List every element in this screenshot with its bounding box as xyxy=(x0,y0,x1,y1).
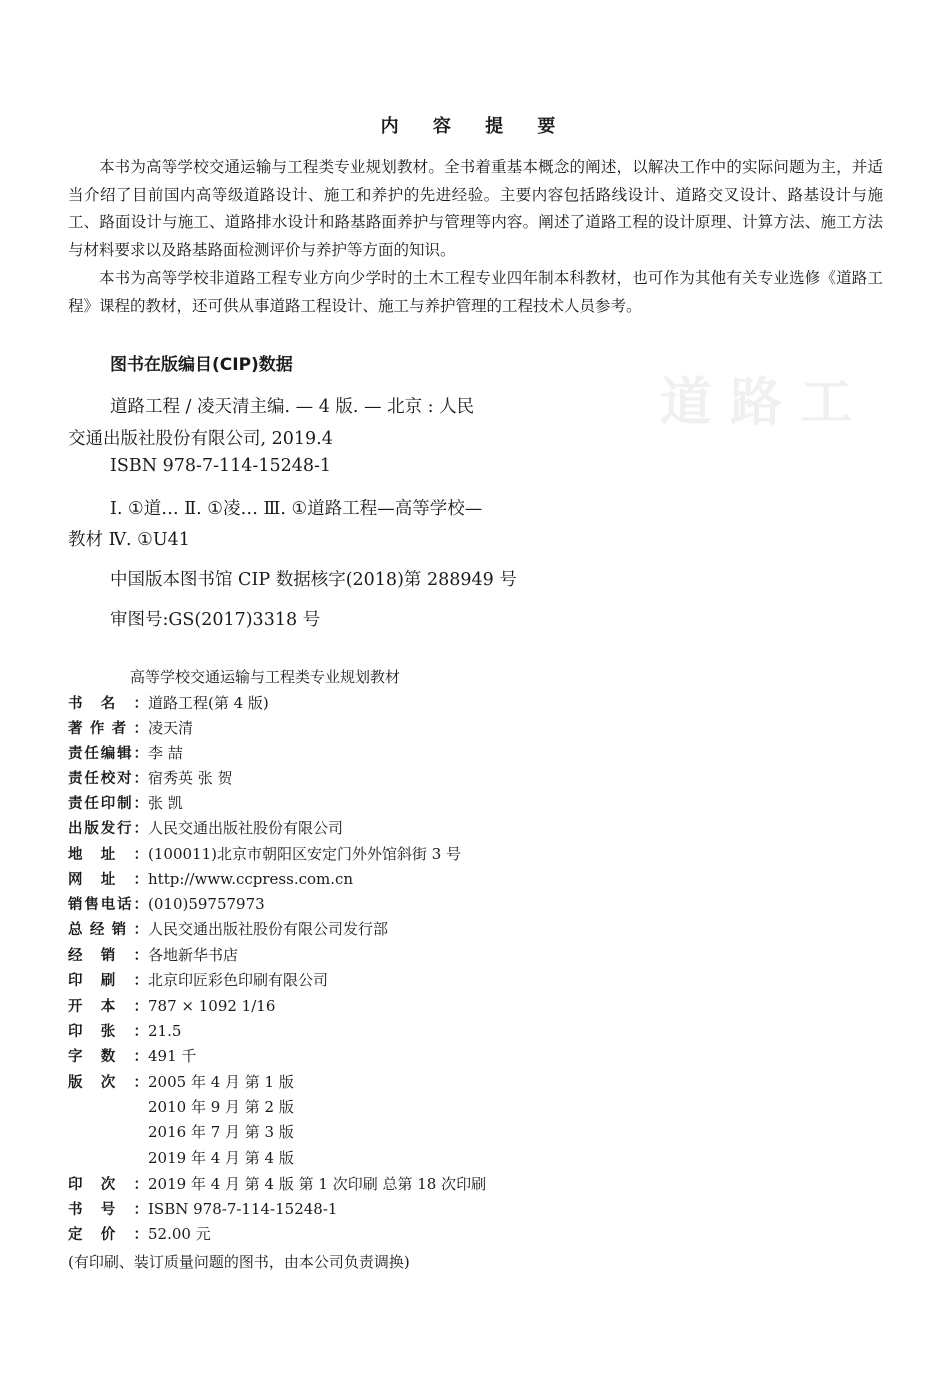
colophon-row: 销售电话：(010)59757973 xyxy=(68,895,265,913)
colophon-row: 2016 年 7 月 第 3 版 xyxy=(148,1123,294,1141)
bleed-through-title-mark: 道 路 工 xyxy=(660,372,853,433)
colophon-row: 印张：21.5 xyxy=(68,1022,182,1040)
cip-record-number: 中国版本图书馆 CIP 数据核字(2018)第 288949 号 xyxy=(110,570,517,590)
colophon-row: 印次：2019 年 4 月 第 4 版 第 1 次印刷 总第 18 次印刷 xyxy=(68,1175,487,1193)
abstract-title: 内 容 提 要 xyxy=(380,116,570,137)
colophon-row: 地址：(100011)北京市朝阳区安定门外外馆斜街 3 号 xyxy=(68,845,462,863)
quality-note: (有印刷、装订质量问题的图书，由本公司负责调换) xyxy=(68,1253,410,1271)
colophon-row: 总经销：人民交通出版社股份有限公司发行部 xyxy=(68,920,389,938)
abstract-paragraph-1: 本书为高等学校交通运输与工程类专业规划教材。全书着重基本概念的阐述，以解决工作中的实际问题为主，并适当介绍了目前国内高等级道路设计、施工和养护的先进经验。主要内容包括路线设计、道路交叉设计、路基设计与施工、路面设计与施工、道路排水设计和路基路面养护与管理等内容。阐述了道路工程的设计原理、计算方法、施工方法与材料要求以及路基路面检测评价与养护等方面的知识。 xyxy=(68,158,883,259)
colophon-row: 出版发行：人民交通出版社股份有限公司 xyxy=(68,819,344,837)
cip-classification-2: 教材 Ⅳ. ①U41 xyxy=(68,530,190,550)
colophon-row: 责任校对：宿秀英 张 贺 xyxy=(68,769,233,787)
cip-isbn: ISBN 978-7-114-15248-1 xyxy=(110,456,332,476)
cip-line-1: 道路工程 / 凌天清主编. — 4 版. — 北京 : 人民 xyxy=(110,397,475,417)
colophon-row: 2010 年 9 月 第 2 版 xyxy=(148,1098,294,1116)
series-name: 高等学校交通运输与工程类专业规划教材 xyxy=(130,668,401,686)
colophon-row: 书名：道路工程(第 4 版) xyxy=(68,694,269,712)
cip-heading: 图书在版编目(CIP)数据 xyxy=(110,355,293,375)
colophon-row: 印刷：北京印匠彩色印刷有限公司 xyxy=(68,971,329,989)
colophon-row: 责任编辑：李 喆 xyxy=(68,744,183,762)
cip-line-2: 交通出版社股份有限公司, 2019.4 xyxy=(68,429,333,449)
colophon-row: 责任印制：张 凯 xyxy=(68,794,183,812)
map-review-number: 审图号:GS(2017)3318 号 xyxy=(110,610,321,630)
colophon-row: 字数：491 千 xyxy=(68,1047,197,1065)
colophon-row: 定价：52.00 元 xyxy=(68,1225,211,1243)
colophon-row: 经销：各地新华书店 xyxy=(68,946,239,964)
colophon-row: 书号：ISBN 978-7-114-15248-1 xyxy=(68,1200,338,1218)
colophon-row: 2019 年 4 月 第 4 版 xyxy=(148,1149,294,1167)
colophon-row: 开本：787 × 1092 1/16 xyxy=(68,997,276,1015)
colophon-row: 网址：http://www.ccpress.com.cn xyxy=(68,870,354,888)
colophon-row: 著作者：凌天清 xyxy=(68,719,194,737)
colophon-row: 版次：2005 年 4 月 第 1 版 xyxy=(68,1073,294,1091)
cip-classification-1: Ⅰ. ①道… Ⅱ. ①凌… Ⅲ. ①道路工程—高等学校— xyxy=(110,499,483,519)
abstract-paragraph-2: 本书为高等学校非道路工程专业方向少学时的土木工程专业四年制本科教材，也可作为其他有关专业选修《道路工程》课程的教材，还可供从事道路工程设计、施工与养护管理的工程技术人员参考。 xyxy=(68,269,883,315)
